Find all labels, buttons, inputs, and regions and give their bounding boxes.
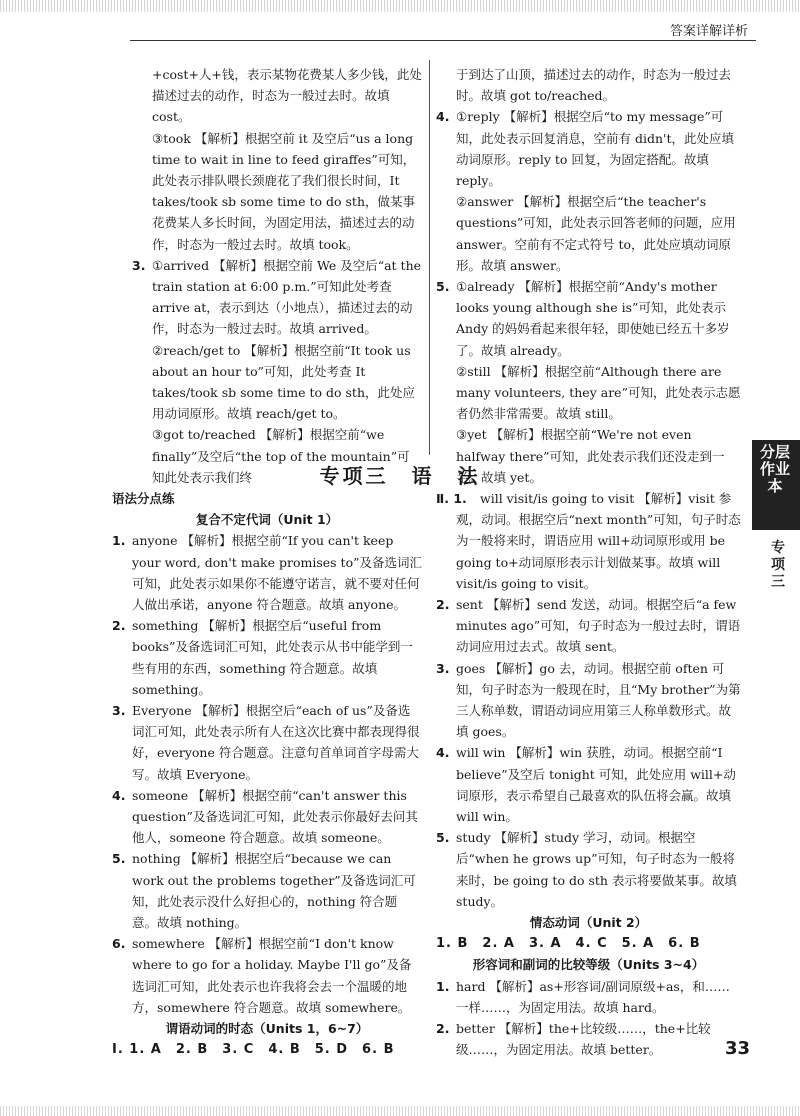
item-text: will visit/is going to visit 【解析】visit 参观，动词。根据空后“next month”可知，句子时态为一般将来时，谓语应用 will+动词原形或用 be going to+动词原形表示计划做某事。故填 will visit/is going to visit。 [456, 491, 741, 591]
item-number: 6. [112, 936, 126, 952]
item-number: Ⅱ. 1. [436, 491, 467, 506]
answer-item [112, 933, 422, 1018]
answer-item [436, 594, 741, 658]
choice-answers: 1. B 2. A 3. A 4. C 5. A 6. B [436, 936, 701, 952]
answer-item [436, 1018, 741, 1060]
item-number: 3. [112, 703, 126, 719]
answer-item [436, 276, 741, 361]
item-number: 1. [112, 533, 126, 549]
section-title: 专项三 语 法 [319, 464, 481, 488]
running-header: 答案详解详析 [669, 24, 748, 39]
item-text: ②still 【解析】根据空前“Although there are many volunteers, they are”可知，此处表示志愿者仍然非常需要。故填 still。 [456, 363, 741, 422]
item-text: nothing 【解析】根据空后“because we can work out the problems together”及备选词汇可知，此处表示没什么好担心的，nothing 符合题意。故填 nothing。 [132, 851, 416, 931]
answer-item [436, 488, 741, 594]
answer-item [132, 64, 422, 128]
answer-item [436, 742, 741, 827]
answer-item [436, 191, 741, 276]
answer-item [436, 976, 741, 1018]
item-text: ③took 【解析】根据空前 it 及空后“us a long time to wait in line to feed giraffes”可知，此处表示排队喂长颈鹿花了我们很长时间，It takes/took sb some time to do sth，做某事花费某人多长时间，为固定用法，描述过去的动作，时态为一般过去时。故填 took。 [152, 130, 416, 252]
item-number: 4. [112, 787, 126, 803]
answer-item [112, 615, 422, 700]
item-text: ②answer 【解析】根据空后“the teacher's questions”可知，此处表示回答老师的问题，应用 answer。空前有不定式符号 to，此处应填动词原形。故填 answer。 [456, 194, 736, 273]
header-rule [130, 40, 756, 41]
item-number: 5. [436, 830, 450, 846]
item-text: ①arrived 【解析】根据空前 We 及空后“at the train station at 6:00 p.m.”可知此处考查 arrive at，表示到达（小地点），描述过去的动作，时态为一般过去时。故填 arrived。 [152, 257, 422, 337]
item-number: 2. [112, 618, 126, 634]
answer-item [112, 530, 422, 615]
item-text: something 【解析】根据空后“useful from books”及备选词汇可知，此处表示从书中能学到一些有用的东西，something 符合题意。故填 something。 [132, 618, 413, 697]
side-section-label: 专项三 [771, 540, 785, 590]
answer-item [436, 827, 741, 912]
answer-item [132, 340, 422, 425]
answer-list [112, 530, 422, 1018]
item-number: 4. [436, 109, 450, 125]
scan-top-band [0, 0, 800, 12]
item-text: ③got to/reached 【解析】根据空前“we finally”及空后“the top of the mountain”可知此处表示我们终 [152, 427, 410, 485]
item-number: 5. [436, 279, 450, 295]
side-tab-label: 分层作业本 [760, 443, 791, 495]
choice-answers: Ⅰ. 1. A 2. B 3. C 4. B 5. D 6. B [112, 1042, 395, 1058]
item-number: 1. [436, 978, 450, 994]
item-number: 5. [112, 851, 126, 867]
item-text: someone 【解析】根据空前“can't answer this question”及备选词汇可知，此处表示你最好去问其他人，someone 符合题意。故填 someone。 [132, 787, 418, 846]
answer-item [132, 255, 422, 340]
item-number: 3. [132, 257, 146, 273]
item-text: anyone 【解析】根据空前“If you can't keep your word, don't make promises to”及备选词汇可知，此处表示如果你不能遵守诺言，就不要对任何人做出承诺，anyone 符合题意。故填 anyone。 [132, 533, 422, 613]
answer-list [436, 976, 741, 1061]
right-column-bottom [436, 488, 741, 1060]
answer-item [436, 361, 741, 425]
answer-item [112, 700, 422, 785]
answer-list [436, 488, 741, 912]
item-text: will win 【解析】win 获胜，动词。根据空前“I believe”及空后 tonight 可知，此处应用 will+动词原形，表示希望自己最喜欢的队伍将会赢。故填 will win。 [456, 745, 736, 825]
page-number: 33 [724, 1038, 750, 1059]
item-text: ①already 【解析】根据空前“Andy's mother looks young although she is”可知，此处表示 Andy 的妈妈看起来很年轻，即使她已经五十多岁了。故填 already。 [456, 279, 730, 358]
item-number: 3. [436, 660, 450, 676]
answer-item [436, 658, 741, 743]
item-text: ②reach/get to 【解析】根据空前“It took us about an hour to”可知，此处考查 It takes/took sb some time to do sth，此处应用动词原形。故填 reach/get to。 [152, 342, 416, 422]
item-text: 于到达了山顶，描述过去的动作，时态为一般过去时。故填 got to/reached。 [456, 67, 732, 104]
answer-item [112, 785, 422, 849]
item-text: ③yet 【解析】根据空前“We're not even halfway there”可知，此处表示我们还没走到一半。故填 yet。 [456, 427, 725, 485]
item-text: +cost+人+钱，表示某物花费某人多少钱，此处描述过去的动作，时态为一般过去时。故填 cost。 [152, 67, 422, 125]
item-text: ①reply 【解析】根据空后“to my message”可知，此处表示回复消息，空前有 didn't，此处应填动词原形。reply to 回复，为固定搭配。故填 reply。 [456, 109, 734, 189]
left-column-top [132, 64, 422, 488]
item-text: study 【解析】study 学习，动词。根据空后“when he grows up”可知，句子时态为一般将来时，be going to do sth 表示将要做某事。故填 study。 [456, 830, 737, 909]
answer-item [436, 106, 741, 191]
right-column-top [436, 64, 741, 488]
topic-heading: 谓语动词的时态（Units 1，6~7） [165, 1021, 369, 1037]
left-column-bottom [112, 488, 422, 1060]
item-text: sent 【解析】send 发送，动词。根据空后“a few minutes ago”可知，句子时态为一般过去时，谓语动词应用过去式。故填 sent。 [456, 597, 741, 655]
scan-bottom-band [0, 1106, 800, 1116]
answer-item [132, 128, 422, 255]
item-text: goes 【解析】go 去，动词。根据空前 often 可知，句子时态为一般现在时，且“My brother”为第三人称单数，谓语动词应用第三人称单数形式。故填 goes。 [456, 660, 741, 740]
item-text: Everyone 【解析】根据空后“each of us”及备选词汇可知，此处表示所有人在这次比赛中都表现得很好，everyone 符合题意。注意句首单词首字母需大写。故填 Everyone。 [132, 703, 420, 782]
item-text: better 【解析】the+比较级……，the+比较级……，为固定用法。故填 better。 [456, 1021, 711, 1058]
topic-heading: 情态动词（Unit 2） [529, 915, 648, 931]
item-number: 4. [436, 745, 450, 761]
item-number: 2. [436, 1021, 450, 1037]
column-divider [429, 60, 430, 455]
item-number: 2. [436, 597, 450, 613]
subsection-title: 语法分点练 [112, 491, 175, 506]
answer-item [112, 848, 422, 933]
topic-heading: 形容词和副词的比较等级（Units 3~4） [472, 957, 705, 973]
item-text: hard 【解析】as+形容词/副词原级+as，和……一样……，为固定用法。故填 hard。 [456, 978, 730, 1015]
item-text: somewhere 【解析】根据空前“I don't know where to go for a holiday. Maybe I'll go”及备选词汇可知，此处表示也许我将会去一个温暖的地方，somewhere 符合题意。故填 somewhere。 [132, 936, 412, 1015]
answer-item [436, 64, 741, 106]
topic-heading: 复合不定代词（Unit 1） [195, 512, 339, 528]
